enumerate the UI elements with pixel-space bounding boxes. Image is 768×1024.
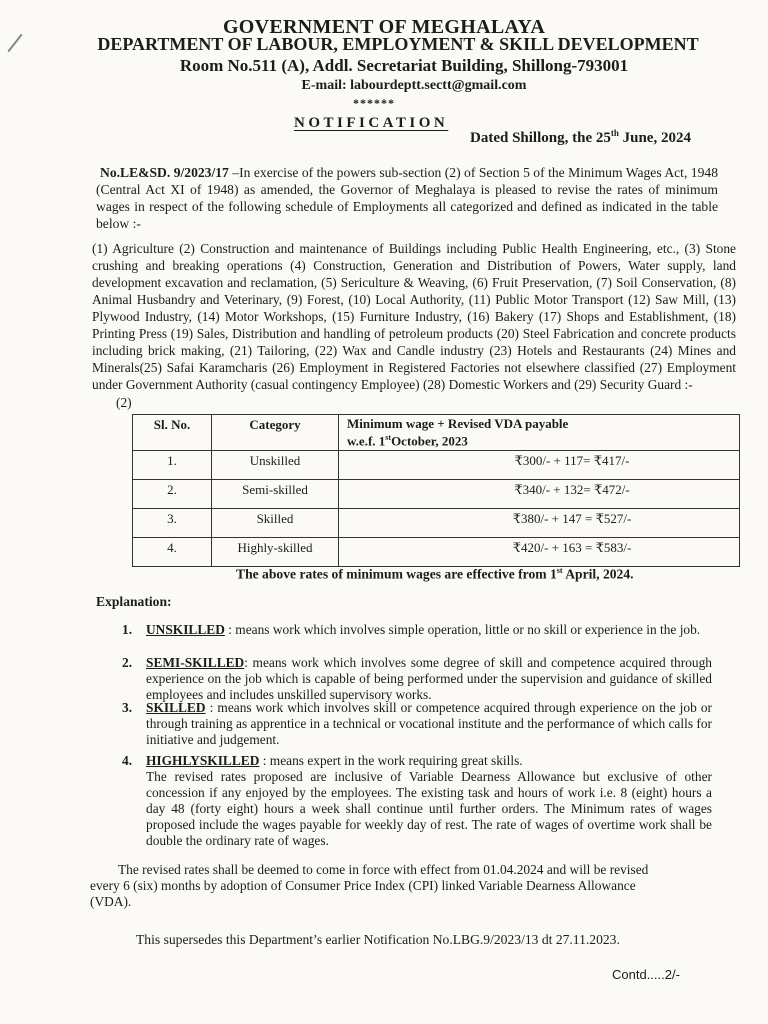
wage-cell: ₹300/- + 117= ₹417/- bbox=[339, 451, 740, 480]
table-row bbox=[133, 451, 740, 480]
reference-number: No.LE&SD. 9/2023/17 bbox=[100, 165, 229, 180]
effective-suffix: April, 2024. bbox=[562, 566, 634, 582]
item-extra-text: The revised rates proposed are inclusive of Variable Dearness Allowance but exclusive of other concession if any enjoyed by the employees. The existing task and hours of work i.e. 8 (eight) hours a day 48 (forty eight) hours a week shall continue until further orders. The Minimum rates of wages proposed include the wages payable for weekly day of rest. The rate of wages of overtime work shall be double the ordinary rate of wages. bbox=[146, 769, 712, 848]
table-row bbox=[133, 480, 740, 509]
table-tag: (2) bbox=[116, 395, 132, 410]
table-row bbox=[133, 538, 740, 567]
intro-text: –In exercise of the powers sub-section (2) of Section 5 of the Minimum Wages Act, 1948 (Central Act XI of 1948) as amended, the Governor of Meghalaya is pleased to revise the rates of minimum wages in respect of the following schedule of Employments all categorized and defined as indicated in the table below :- bbox=[96, 165, 718, 231]
notification-title: NOTIFICATION bbox=[294, 115, 449, 131]
item-text: : means work which involves simple operation, little or no skill or experience in the job. bbox=[224, 622, 701, 637]
explanation-item bbox=[122, 655, 712, 703]
category-cell: Skilled bbox=[212, 509, 339, 538]
wage-table bbox=[132, 414, 740, 567]
address-line: Room No.511 (A), Addl. Secretariat Building, Shillong-793001 bbox=[179, 56, 629, 75]
intro-paragraph bbox=[96, 164, 718, 232]
item-text: : means expert in the work requiring great skills. bbox=[259, 753, 523, 768]
wage-header-line1: Minimum wage + Revised VDA payable bbox=[347, 416, 569, 431]
explanation-title: Explanation: bbox=[96, 594, 172, 609]
effective-sup: st bbox=[556, 566, 563, 575]
sl-cell: 2. bbox=[133, 480, 212, 509]
sl-header: Sl. No. bbox=[133, 415, 212, 451]
item-text: : means work which involves some degree of skill and competence acquired through experience on the job which is capable of being performed under the supervision and guidance of skilled employees and includes unskilled supervisory works. bbox=[146, 655, 712, 702]
item-term: UNSKILLED bbox=[146, 622, 225, 637]
wage-header-line2-prefix: w.e.f. 1 bbox=[347, 433, 386, 449]
explanation-item bbox=[122, 700, 712, 748]
email-line: E-mail: labourdeptt.sectt@gmail.com bbox=[301, 78, 527, 93]
item-body bbox=[146, 655, 712, 703]
wage-header-line2-suffix: October, 2023 bbox=[391, 433, 468, 449]
item-body bbox=[146, 622, 712, 638]
effective-date-line bbox=[236, 566, 634, 583]
employments-text: (1) Agriculture (2) Construction and maintenance of Buildings including Public Health Engineering, etc., (3) Stone crushing and breaking operations (4) Construction, Generation and Distribution of Powers, Water supply, land development excavation and reclamation, (5) Sericulture & Weaving, (6) Fruit Preservation, (7) Soil Conservation, (8) Animal Husbandry and Veterinary, (9) Forest, (10) Local Authority, (11) Public Motor Transport (12) Saw Mill, (13) Plywood Industry, (14) Motor Workshops, (15) Furniture Industry, (16) Bakery (17) Shops and Establishment, (18) Printing Press (19) Sales, Distribution and handling of petroleum products (20) Steel Fabrication and concrete products including brick making, (21) Tailoring, (22) Wax and Candle industry (23) Hotels and Restaurants (24) Mines and Minerals(25) Safai Karamcharis (26) Employment in Registered Factories not elsewhere classified (27) Employment under Government Authority (casual contingency Employee) (28) Domestic Workers and (29) Security Guard :- bbox=[92, 241, 736, 392]
explanation-item bbox=[122, 753, 712, 849]
item-number: 4. bbox=[122, 753, 133, 768]
wage-header bbox=[339, 415, 740, 451]
explanation-item bbox=[122, 622, 712, 638]
dated-line bbox=[470, 128, 691, 147]
table-row bbox=[133, 509, 740, 538]
separator-stars: ****** bbox=[353, 96, 395, 110]
employments-paragraph bbox=[92, 240, 736, 411]
continued-marker: Contd.....2/- bbox=[612, 967, 680, 982]
item-text: : means work which involves skill or competence acquired through experience on the job or through training as apprentice in a technical or vocational institute and the performance of which calls for initiative and judgement. bbox=[146, 700, 712, 747]
wage-cell: ₹380/- + 147 = ₹527/- bbox=[339, 509, 740, 538]
item-term: SEMI-SKILLED bbox=[146, 655, 245, 670]
effective-prefix: The above rates of minimum wages are effective from 1 bbox=[236, 566, 557, 582]
dated-suffix: June, 2024 bbox=[618, 130, 691, 146]
department-heading: DEPARTMENT OF LABOUR, EMPLOYMENT & SKILL DEVELOPMENT bbox=[97, 34, 699, 54]
item-number: 3. bbox=[122, 700, 133, 715]
dated-sup: th bbox=[610, 128, 619, 138]
item-body bbox=[146, 753, 712, 849]
item-number: 1. bbox=[122, 622, 133, 637]
category-cell: Highly-skilled bbox=[212, 538, 339, 567]
item-body bbox=[146, 700, 712, 748]
item-term: HIGHLYSKILLED bbox=[146, 753, 260, 768]
revised-paragraph: The revised rates shall be deemed to come in force with effect from 01.04.2024 and will be revised every 6 (six) months by adoption of Consumer Price Index (CPI) linked Variable Dearness Allowance (VDA). bbox=[90, 862, 649, 909]
government-heading: GOVERNMENT OF MEGHALAYA bbox=[222, 16, 546, 38]
sl-cell: 1. bbox=[133, 451, 212, 480]
sl-cell: 3. bbox=[133, 509, 212, 538]
wage-header-sup: st bbox=[385, 433, 392, 442]
sl-cell: 4. bbox=[133, 538, 212, 567]
wage-cell: ₹340/- + 132= ₹472/- bbox=[339, 480, 740, 509]
supersedes-line: This supersedes this Department’s earlier Notification No.LBG.9/2023/13 dt 27.11.2023. bbox=[136, 932, 620, 947]
category-cell: Semi-skilled bbox=[212, 480, 339, 509]
dated-prefix: Dated Shillong, the 25 bbox=[470, 130, 611, 146]
category-header: Category bbox=[212, 415, 339, 451]
wage-cell: ₹420/- + 163 = ₹583/- bbox=[339, 538, 740, 567]
item-number: 2. bbox=[122, 655, 133, 670]
table-header-row bbox=[133, 415, 740, 451]
item-term: SKILLED bbox=[146, 700, 206, 715]
category-cell: Unskilled bbox=[212, 451, 339, 480]
